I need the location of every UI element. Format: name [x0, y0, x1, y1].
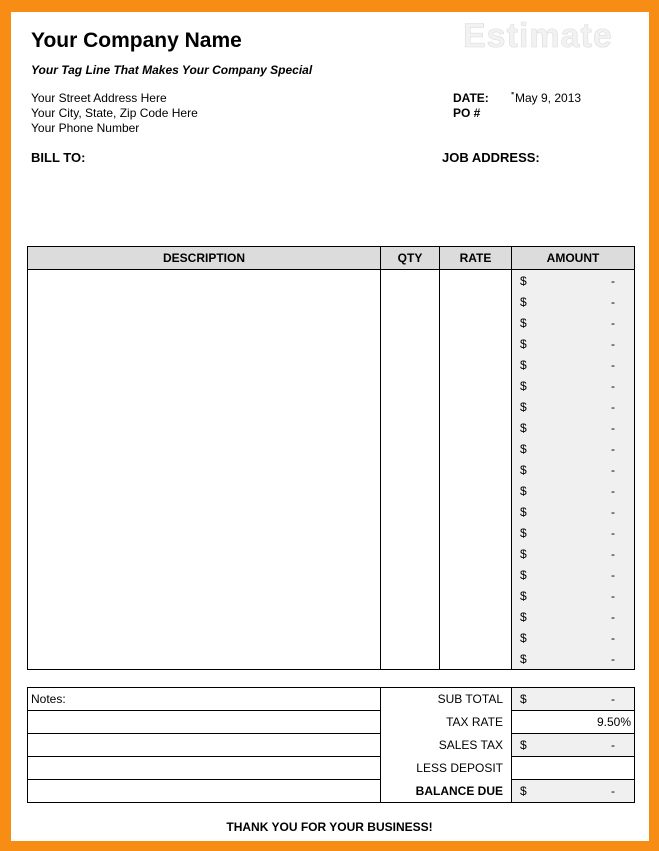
description-cell[interactable] — [28, 627, 381, 648]
rate-cell[interactable] — [440, 417, 512, 438]
description-cell[interactable] — [28, 312, 381, 333]
qty-cell[interactable] — [381, 333, 440, 354]
amount-value: - — [611, 547, 615, 561]
notes-line[interactable] — [28, 734, 381, 757]
amount-cell[interactable] — [512, 354, 635, 375]
amount-currency: $ — [520, 631, 527, 645]
amount-currency: $ — [520, 358, 527, 372]
qty-cell[interactable] — [381, 396, 440, 417]
amount-value: - — [611, 316, 615, 330]
notes-line[interactable] — [28, 711, 381, 734]
po-label: PO # — [453, 106, 481, 120]
amount-cell[interactable] — [512, 501, 635, 522]
table-row — [28, 375, 635, 396]
amount-cell[interactable] — [512, 627, 635, 648]
amount-value: - — [611, 274, 615, 288]
tax-rate-label: TAX RATE — [381, 711, 512, 734]
column-header-description: DESCRIPTION — [28, 247, 381, 270]
job-address-label: JOB ADDRESS: — [442, 150, 540, 165]
table-row — [28, 291, 635, 312]
description-cell[interactable] — [28, 270, 381, 292]
amount-cell[interactable] — [512, 585, 635, 606]
sales-tax-value: - — [611, 738, 615, 752]
amount-cell[interactable] — [512, 396, 635, 417]
description-cell[interactable] — [28, 417, 381, 438]
amount-value: - — [611, 421, 615, 435]
amount-currency: $ — [520, 274, 527, 288]
amount-currency: $ — [520, 421, 527, 435]
rate-cell[interactable] — [440, 270, 512, 292]
amount-cell[interactable] — [512, 312, 635, 333]
notes-label[interactable]: Notes: — [28, 688, 381, 711]
rate-cell[interactable] — [440, 333, 512, 354]
amount-currency: $ — [520, 505, 527, 519]
qty-cell[interactable] — [381, 543, 440, 564]
date-label: DATE: — [453, 91, 489, 105]
description-cell[interactable] — [28, 333, 381, 354]
table-row — [28, 459, 635, 480]
rate-cell[interactable] — [440, 312, 512, 333]
qty-cell[interactable] — [381, 312, 440, 333]
date-value[interactable]: May 9, 2013 — [515, 91, 582, 105]
amount-currency: $ — [520, 442, 527, 456]
rate-cell[interactable] — [440, 480, 512, 501]
description-cell[interactable] — [28, 375, 381, 396]
amount-value: - — [611, 589, 615, 603]
address-city: Your City, State, Zip Code Here — [31, 106, 198, 120]
amount-value: - — [611, 337, 615, 351]
amount-cell[interactable] — [512, 417, 635, 438]
amount-value: - — [611, 442, 615, 456]
amount-cell[interactable] — [512, 543, 635, 564]
amount-cell[interactable] — [512, 522, 635, 543]
less-deposit-label: LESS DEPOSIT — [381, 757, 512, 780]
qty-cell[interactable] — [381, 417, 440, 438]
table-header-row — [28, 247, 635, 270]
description-cell[interactable] — [28, 648, 381, 670]
table-row — [28, 627, 635, 648]
description-cell[interactable] — [28, 585, 381, 606]
amount-currency: $ — [520, 337, 527, 351]
qty-cell[interactable] — [381, 438, 440, 459]
rate-cell[interactable] — [440, 627, 512, 648]
notes-line[interactable] — [28, 757, 381, 780]
rate-cell[interactable] — [440, 522, 512, 543]
thank-you-message: THANK YOU FOR YOUR BUSINESS! — [226, 820, 433, 834]
description-cell[interactable] — [28, 438, 381, 459]
amount-currency: $ — [520, 379, 527, 393]
sales-tax-label: SALES TAX — [381, 734, 512, 757]
qty-cell[interactable] — [381, 459, 440, 480]
balance-due-value: - — [611, 784, 615, 798]
amount-value: - — [611, 358, 615, 372]
rate-cell[interactable] — [440, 396, 512, 417]
amount-value: - — [611, 568, 615, 582]
column-header-rate: RATE — [440, 247, 512, 270]
rate-cell[interactable] — [440, 354, 512, 375]
amount-cell[interactable] — [512, 564, 635, 585]
amount-value: - — [611, 379, 615, 393]
totals-row-tax-rate — [28, 711, 635, 734]
sales-tax-currency: $ — [520, 738, 527, 752]
qty-cell[interactable] — [381, 480, 440, 501]
rate-cell[interactable] — [440, 375, 512, 396]
amount-cell[interactable] — [512, 459, 635, 480]
amount-value: - — [611, 463, 615, 477]
qty-cell[interactable] — [381, 501, 440, 522]
totals-row-sales-tax — [28, 734, 635, 757]
table-row — [28, 480, 635, 501]
qty-cell[interactable] — [381, 585, 440, 606]
table-row — [28, 354, 635, 375]
amount-cell[interactable] — [512, 270, 635, 292]
amount-cell[interactable] — [512, 606, 635, 627]
description-cell[interactable] — [28, 291, 381, 312]
rate-cell[interactable] — [440, 606, 512, 627]
amount-currency: $ — [520, 484, 527, 498]
rate-cell[interactable] — [440, 501, 512, 522]
description-cell[interactable] — [28, 543, 381, 564]
table-row — [28, 543, 635, 564]
description-cell[interactable] — [28, 606, 381, 627]
qty-cell[interactable] — [381, 291, 440, 312]
qty-cell[interactable] — [381, 627, 440, 648]
line-items-table — [27, 246, 635, 670]
subtotal-value-cell[interactable] — [512, 688, 635, 711]
table-row — [28, 417, 635, 438]
qty-cell[interactable] — [381, 564, 440, 585]
qty-cell[interactable] — [381, 270, 440, 292]
amount-cell[interactable] — [512, 438, 635, 459]
amount-currency: $ — [520, 568, 527, 582]
description-cell[interactable] — [28, 522, 381, 543]
amount-value: - — [611, 484, 615, 498]
qty-cell[interactable] — [381, 606, 440, 627]
description-cell[interactable] — [28, 354, 381, 375]
balance-due-currency: $ — [520, 784, 527, 798]
table-row — [28, 333, 635, 354]
amount-cell[interactable] — [512, 648, 635, 670]
amount-currency: $ — [520, 400, 527, 414]
qty-cell[interactable] — [381, 522, 440, 543]
notes-line[interactable] — [28, 780, 381, 803]
amount-currency: $ — [520, 463, 527, 477]
bill-to-label: BILL TO: — [31, 150, 86, 165]
table-row — [28, 438, 635, 459]
table-row — [28, 585, 635, 606]
amount-currency: $ — [520, 295, 527, 309]
description-cell[interactable] — [28, 396, 381, 417]
rate-cell[interactable] — [440, 564, 512, 585]
amount-value: - — [611, 400, 615, 414]
table-row — [28, 522, 635, 543]
sales-tax-value-cell[interactable] — [512, 734, 635, 757]
amount-currency: $ — [520, 652, 527, 666]
totals-row-subtotal — [28, 688, 635, 711]
table-row — [28, 501, 635, 522]
company-tagline: Your Tag Line That Makes Your Company Special — [31, 63, 313, 77]
less-deposit-value[interactable] — [512, 757, 635, 780]
company-name: Your Company Name — [31, 29, 242, 52]
amount-value: - — [611, 526, 615, 540]
amount-currency: $ — [520, 589, 527, 603]
qty-cell[interactable] — [381, 354, 440, 375]
qty-cell[interactable] — [381, 648, 440, 670]
description-cell[interactable] — [28, 564, 381, 585]
rate-cell[interactable] — [440, 459, 512, 480]
description-cell[interactable] — [28, 459, 381, 480]
amount-value: - — [611, 295, 615, 309]
description-cell[interactable] — [28, 480, 381, 501]
totals-row-less-deposit — [28, 757, 635, 780]
amount-currency: $ — [520, 547, 527, 561]
address-street: Your Street Address Here — [31, 91, 167, 105]
amount-currency: $ — [520, 316, 527, 330]
amount-currency: $ — [520, 610, 527, 624]
amount-value: - — [611, 652, 615, 666]
totals-table — [27, 687, 635, 803]
table-row — [28, 606, 635, 627]
rate-cell[interactable] — [440, 291, 512, 312]
amount-cell[interactable] — [512, 291, 635, 312]
rate-cell[interactable] — [440, 543, 512, 564]
amount-cell[interactable] — [512, 375, 635, 396]
table-row — [28, 312, 635, 333]
description-cell[interactable] — [28, 501, 381, 522]
column-header-amount: AMOUNT — [512, 247, 635, 270]
table-row — [28, 270, 635, 292]
rate-cell[interactable] — [440, 585, 512, 606]
amount-value: - — [611, 610, 615, 624]
amount-currency: $ — [520, 526, 527, 540]
subtotal-value: - — [611, 692, 615, 706]
document-title: Estimate — [463, 17, 613, 55]
balance-due-label: BALANCE DUE — [381, 780, 512, 803]
table-row — [28, 396, 635, 417]
line-items-body — [28, 270, 635, 670]
comment-marker: ▪ — [511, 88, 515, 98]
rate-cell[interactable] — [440, 438, 512, 459]
address-phone: Your Phone Number — [31, 121, 140, 135]
column-header-qty: QTY — [381, 247, 440, 270]
rate-cell[interactable] — [440, 648, 512, 670]
table-row — [28, 648, 635, 670]
tax-rate-value[interactable]: 9.50% — [512, 711, 635, 734]
subtotal-currency: $ — [520, 692, 527, 706]
qty-cell[interactable] — [381, 375, 440, 396]
subtotal-label: SUB TOTAL — [381, 688, 512, 711]
amount-cell[interactable] — [512, 480, 635, 501]
amount-cell[interactable] — [512, 333, 635, 354]
amount-value: - — [611, 505, 615, 519]
table-row — [28, 564, 635, 585]
amount-value: - — [611, 631, 615, 645]
totals-row-balance-due — [28, 780, 635, 803]
balance-due-value-cell[interactable] — [512, 780, 635, 803]
